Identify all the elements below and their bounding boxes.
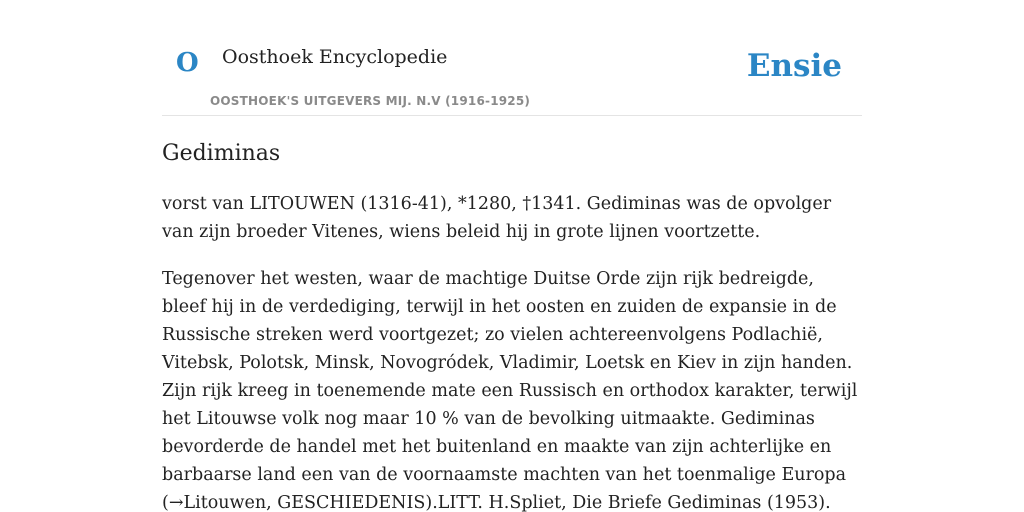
site-logo[interactable]: O	[176, 48, 199, 78]
site-title[interactable]: Oosthoek Encyclopedie	[222, 46, 448, 68]
publisher-label: OOSTHOEK'S UITGEVERS MIJ. N.V (1916-1925)	[210, 94, 531, 108]
article-paragraph-intro: vorst van LITOUWEN (1316-41), *1280, †1341. Gediminas was de opvolger van zijn broeder Vitenes, wiens beleid hij in grote lijnen voortzette.	[162, 194, 832, 242]
ensie-brand-link[interactable]: Ensie	[746, 48, 842, 84]
article-paragraph-body: Tegenover het westen, waar de machtige Duitse Orde zijn rijk bedreigde, bleef hij in de verdediging, terwijl in het oosten en zuiden de expansie in de Russische streken werd voortgezet; zo vielen achtereenvolgens Podlachië, Vitebsk, Polotsk, Minsk, Novogródek, Vladimir, Loetsk en Kiev in zijn handen. Zijn rijk kreeg in toenemende mate een Russisch en orthodox karakter, terwijl het Litouwse volk nog maar 10 % van de bevolking uitmaakte. Gediminas bevorderde de handel met het buitenland en maakte van zijn achterlijke en barbaarse land een van de voornaamste machten van het toenmalige Europa (→Litouwen, GESCHIEDENIS).LITT. H.Spliet, Die Briefe Gediminas (1953).	[162, 269, 858, 512]
entry-title: Gediminas	[162, 141, 281, 166]
article-content	[162, 138, 862, 512]
site-header	[162, 0, 862, 116]
